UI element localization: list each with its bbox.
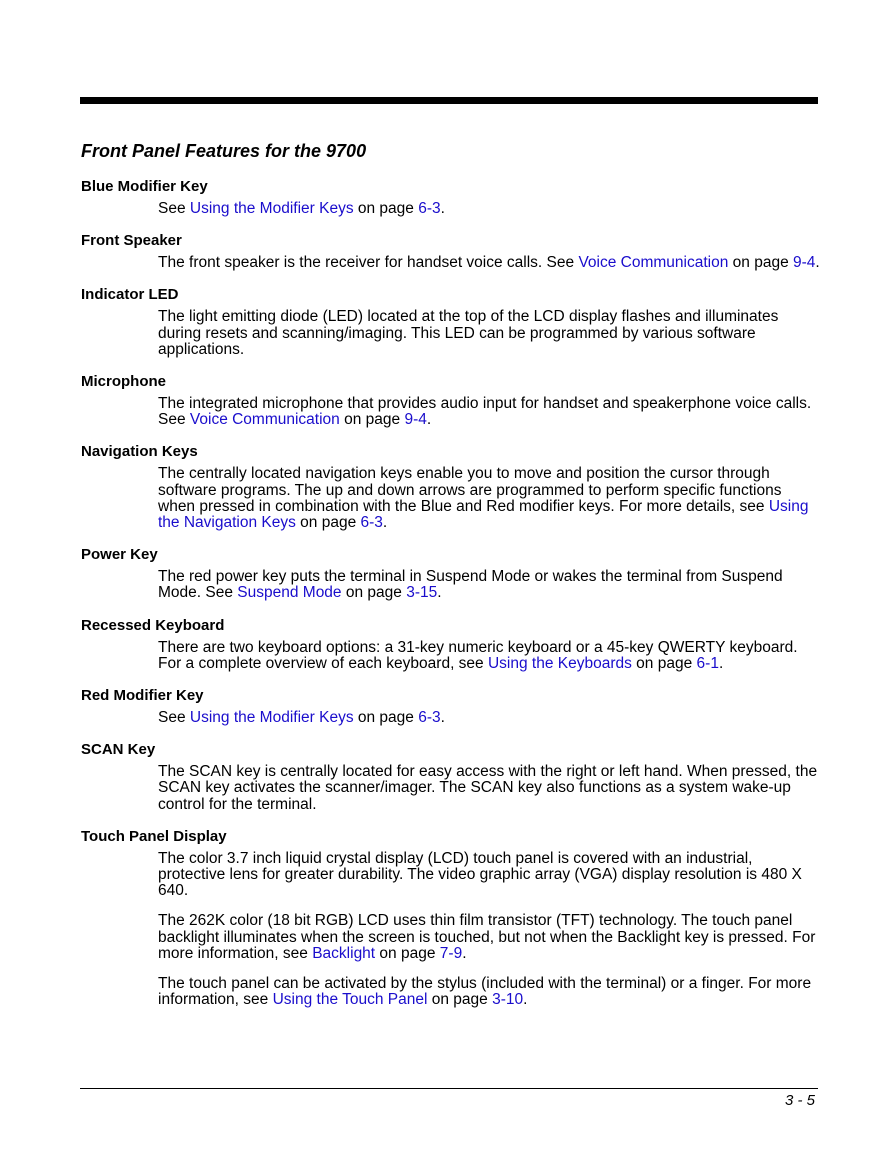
text-run: See — [158, 709, 190, 727]
footer-rule — [80, 1088, 818, 1089]
heading-recessed-keyboard: Recessed Keyboard — [81, 616, 225, 634]
link-voice-communication[interactable]: Voice Communication — [578, 254, 729, 272]
paragraph-indicator-led — [158, 309, 821, 358]
heading-navigation-keys: Navigation Keys — [81, 443, 198, 461]
text-run: The 262K color (18 bit RGB) LCD uses thin film transistor (TFT) technology. The touch panel backlight illuminates when the screen is touched, but not when the Backlight key is pressed. For more information, see — [158, 912, 816, 962]
page-title: Front Panel Features for the 9700 — [81, 141, 367, 161]
heading-scan-key: SCAN Key — [81, 741, 156, 759]
header-rule — [80, 97, 818, 104]
link-page-6-1[interactable]: 6-1 — [696, 654, 719, 672]
text-run: on page — [353, 709, 419, 727]
link-voice-communication[interactable]: Voice Communication — [189, 411, 340, 429]
text-run: . — [440, 709, 445, 727]
heading-blue-modifier-key: Blue Modifier Key — [81, 178, 208, 195]
link-page-9-4[interactable]: 9-4 — [404, 411, 427, 429]
heading-indicator-led: Indicator LED — [81, 286, 179, 304]
text-run: The front speaker is the receiver for handset voice calls. See — [158, 254, 579, 272]
text-run: . — [382, 514, 388, 532]
text-run: See — [158, 200, 190, 217]
text-run: on page — [353, 200, 419, 217]
text-run: . — [426, 411, 432, 429]
heading-power-key: Power Key — [81, 546, 158, 564]
text-run: . — [440, 200, 445, 217]
link-using-the-touch-panel[interactable]: Using the Touch Panel — [272, 991, 428, 1009]
paragraph-touch-panel-display-1 — [158, 851, 821, 900]
text-run: . — [718, 654, 724, 672]
text-run: . — [523, 991, 528, 1009]
paragraph-blue-modifier-key — [158, 201, 821, 217]
text-run: on page — [295, 514, 361, 532]
paragraph-scan-key — [158, 764, 821, 813]
text-run: The touch panel can be activated by the stylus (included with the terminal) or a finger. For more information, see — [158, 975, 812, 1009]
link-using-the-navigation-keys[interactable]: Using the Navigation Keys — [158, 497, 809, 532]
text-run: . — [815, 254, 820, 272]
link-page-7-9[interactable]: 7-9 — [439, 944, 463, 962]
text-run: on page — [427, 991, 493, 1009]
paragraph-navigation-keys — [158, 466, 821, 531]
heading-front-speaker: Front Speaker — [81, 232, 182, 250]
text-run: on page — [375, 944, 440, 962]
paragraph-red-modifier-key — [158, 710, 821, 726]
text-run: on page — [339, 411, 405, 429]
text-run: The color 3.7 inch liquid crystal display (LCD) touch panel is covered with an industrial, protective lens for greater durability. The video graphic array (VGA) display resolution is 480 X 640. — [158, 849, 802, 900]
paragraph-front-speaker — [158, 255, 821, 271]
document-body — [81, 177, 821, 1008]
text-run: . — [462, 944, 467, 962]
text-run: The red power key puts the terminal in Suspend Mode or wakes the terminal from Suspend Mode. See — [158, 568, 783, 602]
text-run: on page — [631, 654, 697, 672]
paragraph-touch-panel-display-3 — [158, 976, 821, 1008]
link-page-3-10[interactable]: 3-10 — [492, 991, 524, 1009]
text-run: on page — [341, 584, 407, 602]
paragraph-microphone — [158, 396, 821, 428]
paragraph-touch-panel-display-2 — [158, 913, 821, 962]
page-number: 3 - 5 — [784, 1092, 815, 1109]
link-page-3-15[interactable]: 3-15 — [406, 584, 438, 602]
link-page-6-3[interactable]: 6-3 — [360, 514, 383, 532]
text-run: The light emitting diode (LED) located at the top of the LCD display flashes and illuminates during resets and scanning/imaging. This LED can be programmed by various software applications. — [158, 308, 779, 358]
text-run: The integrated microphone that provides audio input for handset and speakerphone voice calls. See — [158, 395, 812, 429]
text-run: . — [437, 584, 442, 602]
paragraph-recessed-keyboard — [158, 640, 821, 672]
link-page-9-4[interactable]: 9-4 — [793, 254, 816, 272]
text-run: The SCAN key is centrally located for easy access with the right or left hand. When pressed, the SCAN key activates the scanner/imager. The SCAN key also functions as a system wake-up control for the terminal. — [158, 763, 818, 813]
heading-touch-panel-display: Touch Panel Display — [81, 827, 227, 845]
text-run: There are two keyboard options: a 31-key numeric keyboard or a 45-key QWERTY keyboard. For a complete overview of each keyboard, see — [158, 638, 798, 672]
link-using-the-keyboards[interactable]: Using the Keyboards — [487, 654, 632, 672]
link-backlight[interactable]: Backlight — [312, 944, 376, 962]
heading-microphone: Microphone — [81, 373, 166, 391]
link-suspend-mode[interactable]: Suspend Mode — [237, 584, 342, 602]
text-run: The centrally located navigation keys enable you to move and position the cursor through software programs. The up and down arrows are programmed to perform specific functions when pressed in combination with the Blue and Red modifier keys. For more details, see — [158, 465, 782, 515]
heading-red-modifier-key: Red Modifier Key — [81, 687, 204, 705]
link-page-6-3[interactable]: 6-3 — [418, 709, 441, 727]
text-run: on page — [728, 254, 794, 272]
link-using-the-modifier-keys[interactable]: Using the Modifier Keys — [189, 709, 354, 727]
link-using-the-modifier-keys[interactable]: Using the Modifier Keys — [189, 200, 354, 217]
link-page-6-3[interactable]: 6-3 — [418, 200, 441, 217]
paragraph-power-key — [158, 569, 821, 601]
